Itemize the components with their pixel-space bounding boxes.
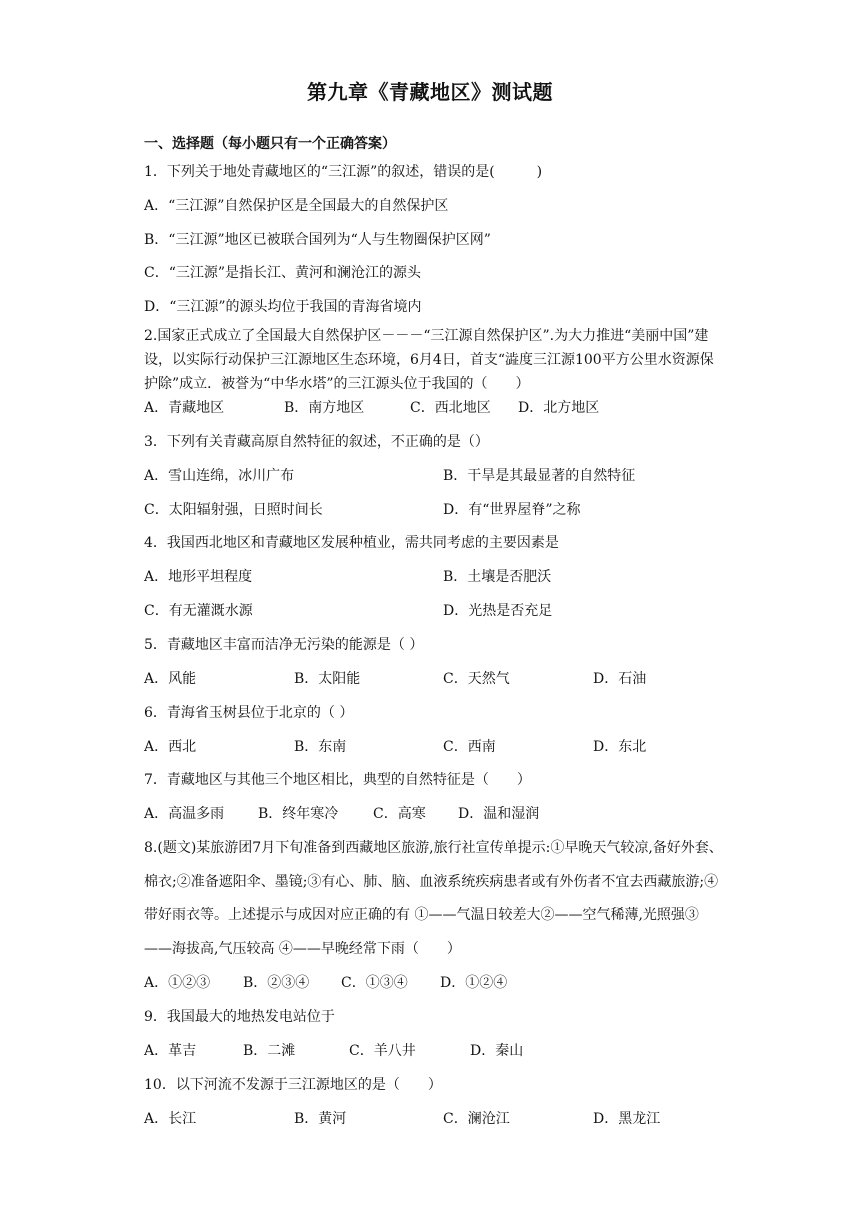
question-10-option-b: B．黄河 [294, 1111, 347, 1127]
question-1-option-b: B．“三江源”地区已被联合国列为“人与生物圈保护区网” [144, 232, 491, 248]
question-6-option-c: C．西南 [443, 739, 496, 755]
question-6-stem: 6．青海省玉树县位于北京的（ ） [144, 705, 354, 721]
question-4-option-d: D．光热是否充足 [443, 603, 553, 619]
question-1-option-a: A．“三江源”自然保护区是全国最大的自然保护区 [144, 198, 449, 214]
question-7-option-d: D．温和湿润 [458, 806, 540, 822]
question-4-option-c: C．有无灌溉水源 [144, 603, 253, 619]
question-1-option-c: C．“三江源”是指长江、黄河和澜沧江的源头 [144, 265, 422, 281]
question-10-option-c: C．澜沧江 [443, 1111, 510, 1127]
question-6-option-b: B．东南 [294, 739, 347, 755]
question-5-option-a: A．风能 [144, 671, 197, 687]
question-9-stem: 9．我国最大的地热发电站位于 [144, 1009, 335, 1025]
question-9-option-b: B．二滩 [243, 1043, 296, 1059]
question-2-option-b: B．南方地区 [284, 400, 365, 416]
question-8-option-a: A．①②③ [144, 975, 211, 991]
question-7-option-c: C．高寒 [373, 806, 426, 822]
question-2-option-c: C．西北地区 [410, 400, 491, 416]
question-3-option-b: B．干旱是其最显著的自然特征 [443, 468, 636, 484]
question-3-option-d: D．有“世界屋脊”之称 [443, 502, 581, 518]
question-5-option-c: C．天然气 [443, 671, 510, 687]
question-7-option-b: B．终年寒冷 [258, 806, 339, 822]
question-7-option-a: A．高温多雨 [144, 806, 225, 822]
question-7-stem: 7．青藏地区与其他三个地区相比，典型的自然特征是（ ） [144, 772, 531, 788]
question-10-option-d: D．黑龙江 [593, 1111, 661, 1127]
question-8-option-b: B．②③④ [243, 975, 310, 991]
question-5-option-b: B．太阳能 [294, 671, 361, 687]
question-2-option-d: D．北方地区 [518, 400, 600, 416]
question-10-stem: 10．以下河流不发源于三江源地区的是（ ） [144, 1077, 442, 1093]
question-6-option-d: D．东北 [593, 739, 647, 755]
section-heading: 一、选择题（每小题只有一个正确答案） [144, 136, 396, 152]
question-3-option-a: A．雪山连绵，冰川广布 [144, 468, 295, 484]
question-3-stem: 3．下列有关青藏高原自然特征的叙述，不正确的是（） [144, 434, 489, 450]
question-9-option-a: A．革吉 [144, 1043, 197, 1059]
question-10-option-a: A．长江 [144, 1111, 197, 1127]
question-8-stem: 8.(题文)某旅游团7月下旬准备到西藏地区旅游,旅行社宣传单提示:①早晚天气较凉,备好外套、棉衣;②准备遮阳伞、墨镜;③有心、肺、脑、血液系统疾病患者或有外伤者不宜去西藏旅游;④带好雨衣等。上述提示与成因对应正确的有 ①——气温日较差大②——空气稀薄,光照强③——海拔高,气压较高 ④——早晚经常下雨（ ） [144, 840, 723, 957]
question-5-stem: 5．青藏地区丰富而洁净无污染的能源是（ ） [144, 637, 424, 653]
question-3-option-c: C．太阳辐射强，日照时间长 [144, 502, 323, 518]
question-8-option-c: C．①③④ [341, 975, 408, 991]
question-1-option-d: D．“三江源”的源头均位于我国的青海省境内 [144, 299, 422, 315]
question-2-option-a: A．青藏地区 [144, 400, 225, 416]
question-5-option-d: D．石油 [593, 671, 647, 687]
question-4-option-a: A．地形平坦程度 [144, 569, 253, 585]
question-2-stem: 2.国家正式成立了全国最大自然保护区－－－“三江源自然保护区”.为大力推进“美丽中国”建设，以实际行动保护三江源地区生态环境，6月4日，首支“澁度三江源100平方公里水资源保护除”成立．被誉为“中华水塔”的三江源头位于我国的（ ） [144, 328, 714, 392]
page-title: 第九章《青藏地区》测试题 [307, 80, 553, 104]
question-9-option-c: C．羊八井 [349, 1043, 416, 1059]
question-1-stem: 1．下列关于地处青藏地区的“三江源”的叙述，错误的是( ) [144, 164, 543, 180]
question-4-option-b: B．土壤是否肥沃 [443, 569, 552, 585]
question-9-option-d: D．秦山 [470, 1043, 524, 1059]
question-6-option-a: A．西北 [144, 739, 197, 755]
question-4-stem: 4．我国西北地区和青藏地区发展种植业，需共同考虑的主要因素是 [144, 535, 559, 551]
question-8-option-d: D．①②④ [440, 975, 508, 991]
